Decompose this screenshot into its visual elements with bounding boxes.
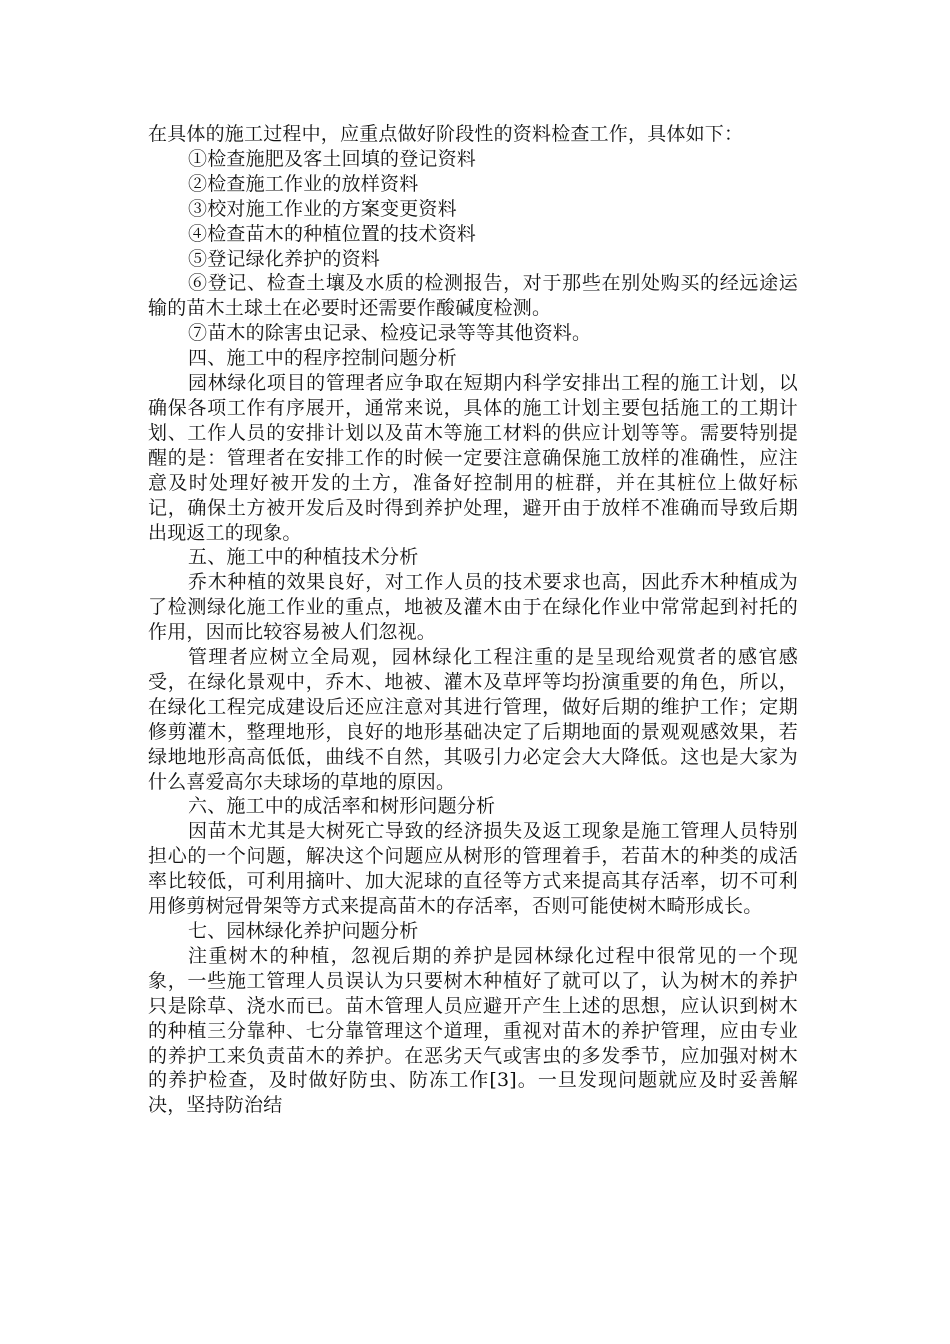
paragraph-section-4: 园林绿化项目的管理者应争取在短期内科学安排出工程的施工计划，以确保各项工作有序展开，通常来说，具体的施工计划主要包括施工的工期计划、工作人员的安排计划以及苗木等施工材料的供应计划等等。需要特别提醒的是：管理者在安排工作的时候一定要注意确保施工放样的准确性，应注意及时处理好被开发的土方，准备好控制用的桩群，并在其桩位上做好标记，确保土方被开发后及时得到养护处理，避开由于放样不准确而导致后期出现返工的现象。 — [148, 372, 798, 544]
document-body — [148, 122, 798, 1118]
paragraph-section-5a: 乔木种植的效果良好，对工作人员的技术要求也高，因此乔木种植成为了检测绿化施工作业的重点，地被及灌木由于在绿化作业中常常起到衬托的作用，因而比较容易被人们忽视。 — [148, 571, 798, 644]
list-item-6: ⑥登记、检查土壤及水质的检测报告，对于那些在别处购买的经远途运输的苗木土球土在必要时还需要作酸碱度检测。 — [148, 272, 798, 320]
paragraph-intro: 在具体的施工过程中，应重点做好阶段性的资料检查工作，具体如下： — [148, 123, 744, 145]
section-heading-5: 五、施工中的种植技术分析 — [188, 546, 419, 569]
list-item-4: ④检查苗木的种植位置的技术资料 — [188, 222, 477, 245]
paragraph-section-7: 注重树木的种植，忽视后期的养护是园林绿化过程中很常见的一个现象，一些施工管理人员误认为只要树木种植好了就可以了，认为树木的养护只是除草、浇水而已。苗木管理人员应避开产生上述的思想，应认识到树木的种植三分靠种、七分靠管理这个道理，重视对苗木的养护管理，应由专业的养护工来负责苗木的养护。在恶劣天气或害虫的多发季节，应加强对树木的养护检查，及时做好防虫、防冻工作[3]。一旦发现问题就应及时妥善解决，坚持防治结 — [148, 944, 798, 1117]
list-item-5: ⑤登记绿化养护的资料 — [188, 247, 381, 270]
paragraph-section-5b: 管理者应树立全局观，园林绿化工程注重的是呈现给观赏者的感官感受，在绿化景观中，乔木、地被、灌木及草坪等均扮演重要的角色，所以，在绿化工程完成建设后还应注意对其进行管理，做好后期的维护工作；定期修剪灌木，整理地形，良好的地形基础决定了后期地面的景观观感效果，若绿地地形高高低低，曲线不自然，其吸引力必定会大大降低。这也是大家为什么喜爱高尔夫球场的草地的原因。 — [148, 646, 798, 793]
section-heading-6: 六、施工中的成活率和树形问题分析 — [188, 795, 496, 818]
list-item-3: ③校对施工作业的方案变更资料 — [188, 197, 457, 220]
paragraph-section-6: 因苗木尤其是大树死亡导致的经济损失及返工现象是施工管理人员特别担心的一个问题，解决这个问题应从树形的管理着手，若苗木的种类的成活率比较低，可利用摘叶、加大泥球的直径等方式来提高其存活率，切不可利用修剪树冠骨架等方式来提高苗木的存活率，否则可能使树木畸形成长。 — [148, 820, 798, 918]
list-item-1: ①检查施肥及客土回填的登记资料 — [188, 147, 477, 170]
list-item-7: ⑦苗木的除害虫记录、检疫记录等等其他资料。 — [188, 322, 592, 345]
section-heading-7: 七、园林绿化养护问题分析 — [188, 920, 419, 942]
section-heading-4: 四、施工中的程序控制问题分析 — [188, 347, 457, 370]
list-item-2: ②检查施工作业的放样资料 — [188, 172, 419, 195]
